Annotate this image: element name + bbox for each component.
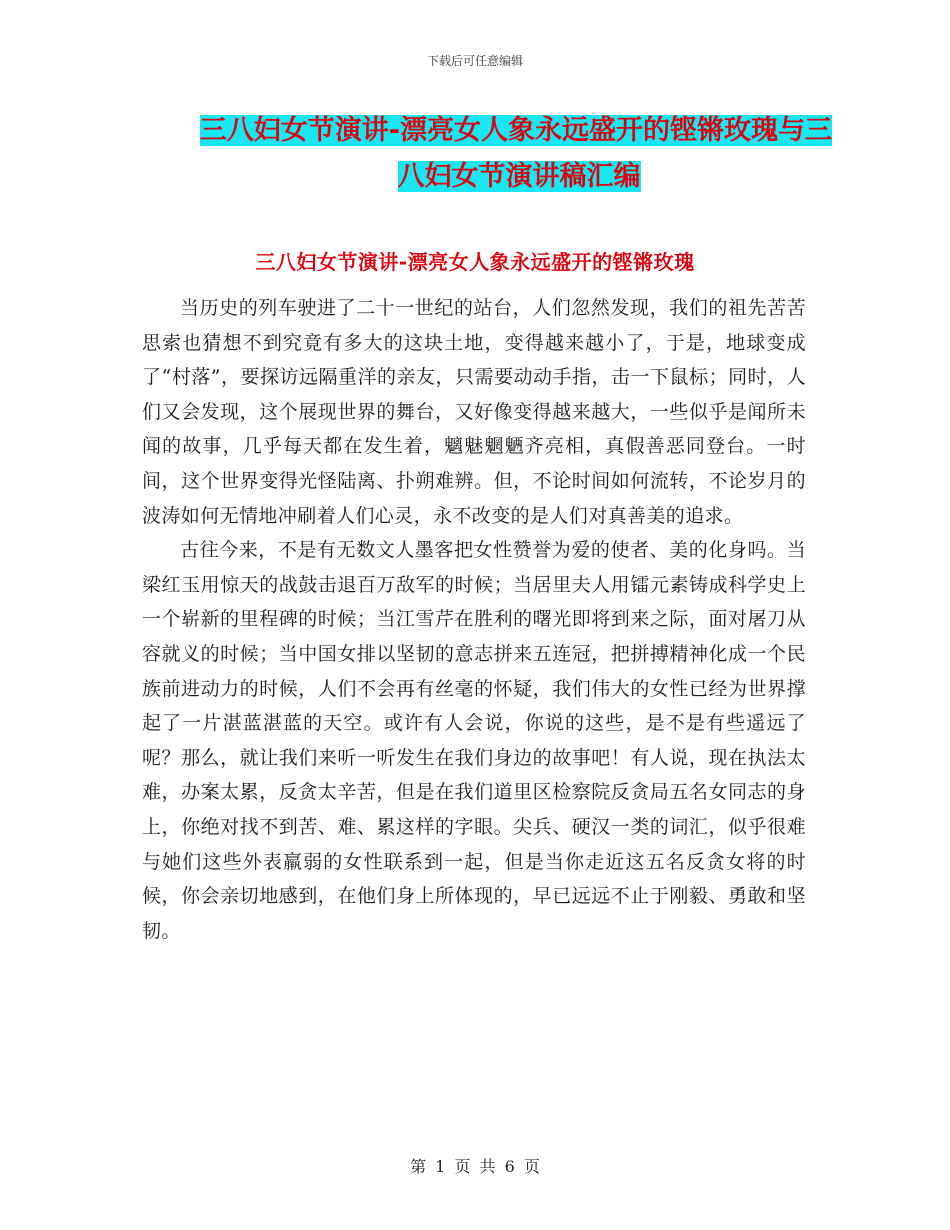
title-line-2: [140, 154, 860, 200]
header-note: 下载后可任意编辑: [426, 54, 523, 68]
document-title: [140, 108, 860, 200]
paragraph: 古往今来，不是有无数文人墨客把女性赞誉为爱的使者、美的化身吗。当梁红玉用惊天的战鼓击退百万敌军的时候；当居里夫人用镭元素铸成科学史上一个崭新的里程碑的时候；当江雪芹在胜利的曙光即将到来之际，面对屠刀从容就义的时候；当中国女排以坚韧的意志拼来五连冠，把拼搏精神化成一个民族前进动力的时候，人们不会再有丝毫的怀疑，我们伟大的女性已经为世界撑起了一片湛蓝湛蓝的天空。或许有人会说，你说的这些，是不是有些遥远了呢？那么，就让我们来听一听发生在我们身边的故事吧！有人说，现在执法太难，办案太累，反贪太辛苦，但是在我们道里区检察院反贪局五名女同志的身上，你绝对找不到苦、难、累这样的字眼。尖兵、硬汉一类的词汇，似乎很难与她们这些外表羸弱的女性联系到一起，但是当你走近这五名反贪女将的时候，你会亲切地感到，在他们身上所体现的，早已远远不止于刚毅、勇敢和坚韧。: [142, 539, 806, 942]
title-line-1-text: 三八妇女节演讲-漂亮女人象永远盛开的铿锵玫瑰与三: [199, 115, 832, 146]
page-number: 第 1 页 共 6 页: [410, 1157, 540, 1176]
paragraph: 当历史的列车驶进了二十一世纪的站台，人们忽然发现，我们的祖先苦苦思索也猜想不到究竟有多大的这块土地，变得越来越小了，于是，地球变成了“村落”，要探访远隔重洋的亲友，只需要动动手指，击一下鼠标；同时，人们又会发现，这个展现世界的舞台，又好像变得越来越大，一些似乎是闻所未闻的故事，几乎每天都在发生着，魑魅魍魉齐亮相，真假善恶同登台。一时间，这个世界变得光怪陆离、扑朔难辨。但，不论时间如何流转，不论岁月的波涛如何无情地冲刷着人们心灵，永不改变的是人们对真善美的追求。: [142, 297, 806, 527]
title-line-2-text: 八妇女节演讲稿汇编: [397, 161, 641, 192]
body-text: [142, 291, 806, 948]
section-title: 三八妇女节演讲-漂亮女人象永远盛开的铿锵玫瑰: [255, 250, 695, 274]
title-line-1: [140, 108, 860, 154]
